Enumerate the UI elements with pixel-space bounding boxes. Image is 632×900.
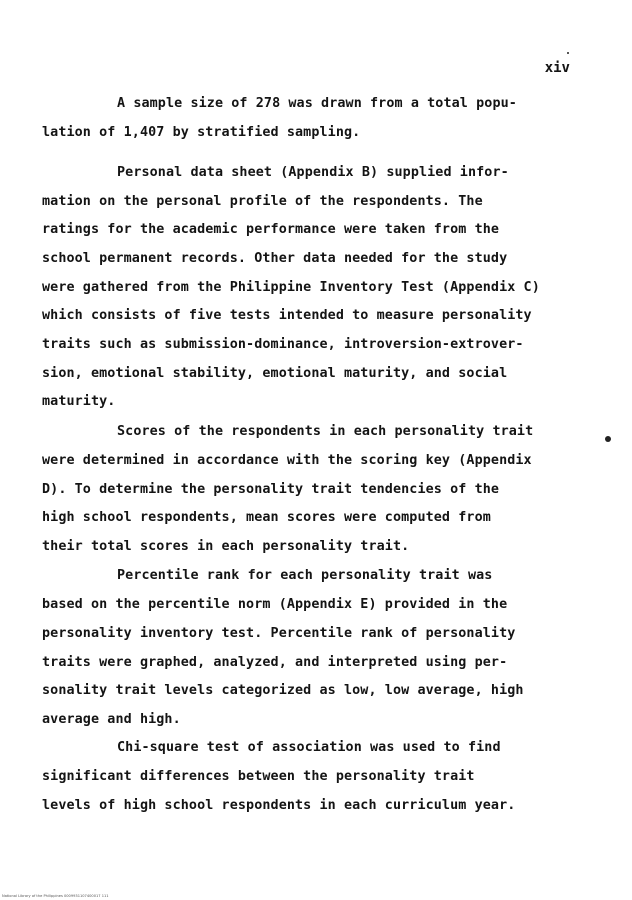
text-line: lation of 1,407 by stratified sampling.	[42, 125, 361, 140]
scan-footer: National Library of the Philippines 0009931107400017 111	[2, 894, 109, 898]
text-line: their total scores in each personality trait.	[42, 539, 410, 554]
text-line: were gathered from the Philippine Inventory Test (Appendix C)	[42, 280, 540, 295]
text-line: average and high.	[42, 712, 181, 727]
text-line: Chi-square test of association was used to find	[117, 740, 501, 755]
text-line: A sample size of 278 was drawn from a total popu-	[117, 96, 517, 111]
text-line: maturity.	[42, 394, 116, 409]
text-line: traits such as submission-dominance, introversion-extrover-	[42, 337, 524, 352]
text-line: Percentile rank for each personality trait was	[117, 568, 493, 583]
text-line: high school respondents, mean scores were computed from	[42, 510, 491, 525]
text-line: sion, emotional stability, emotional maturity, and social	[42, 366, 508, 381]
text-line: Personal data sheet (Appendix B) supplied infor-	[117, 165, 509, 180]
text-line: school permanent records. Other data needed for the study	[42, 251, 508, 266]
text-line: personality inventory test. Percentile rank of personality	[42, 626, 516, 641]
scan-speck	[605, 436, 611, 442]
scan-speck	[567, 52, 569, 54]
text-line: Scores of the respondents in each personality trait	[117, 424, 534, 439]
text-line: ratings for the academic performance were taken from the	[42, 222, 500, 237]
text-line: were determined in accordance with the scoring key (Appendix	[42, 453, 532, 468]
text-line: mation on the personal profile of the respondents. The	[42, 194, 483, 209]
text-line: sonality trait levels categorized as low, low average, high	[42, 683, 524, 698]
page-number: xiv	[544, 60, 570, 76]
text-line: traits were graphed, analyzed, and interpreted using per-	[42, 655, 508, 670]
text-line: significant differences between the personality trait	[42, 769, 475, 784]
text-line: D). To determine the personality trait tendencies of the	[42, 482, 500, 497]
text-line: which consists of five tests intended to measure personality	[42, 308, 532, 323]
text-line: based on the percentile norm (Appendix E) provided in the	[42, 597, 508, 612]
text-line: levels of high school respondents in each curriculum year.	[42, 798, 516, 813]
